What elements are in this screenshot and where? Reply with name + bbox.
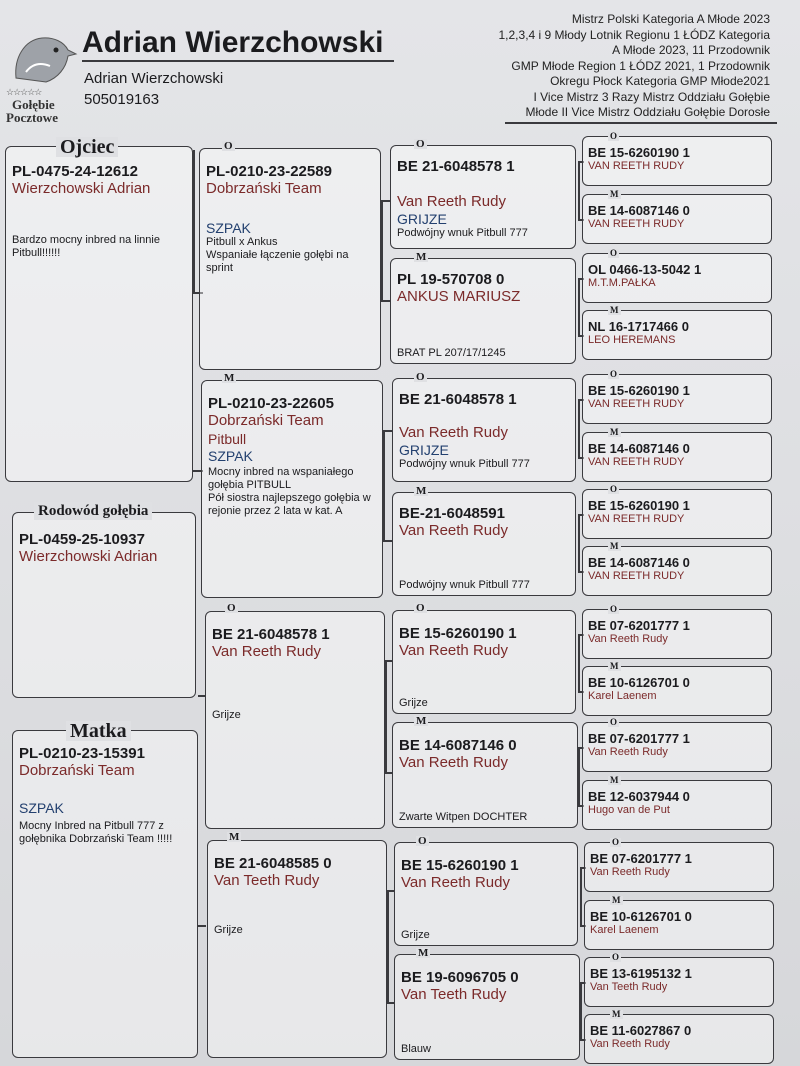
gen4-owner: Karel Laenem bbox=[590, 924, 659, 936]
pigeon-head-icon bbox=[6, 28, 78, 88]
gen2-ring: PL-0210-23-22605 bbox=[208, 395, 334, 412]
gen4-ring: BE 15-6260190 1 bbox=[588, 383, 690, 398]
gen4-ring: NL 16-1717466 0 bbox=[588, 319, 689, 334]
achievement-line: A Młode 2023, 11 Przodownik bbox=[612, 43, 770, 57]
gen3-ring: BE 19-6096705 0 bbox=[401, 969, 519, 986]
sex-tag: M bbox=[224, 372, 235, 384]
mother-color: SZPAK bbox=[19, 800, 64, 816]
gen2-owner: Van Reeth Rudy bbox=[212, 643, 321, 660]
gen2-card-4[interactable] bbox=[207, 840, 387, 1058]
gen3-owner: Van Teeth Rudy bbox=[401, 986, 507, 1003]
gen3-ring: BE-21-6048591 bbox=[399, 505, 505, 522]
mother-label: Matka bbox=[66, 721, 131, 741]
gen4-ring: BE 14-6087146 0 bbox=[588, 441, 690, 456]
gen3-ring: BE 14-6087146 0 bbox=[399, 737, 517, 754]
achievement-line: 1,2,3,4 i 9 Młody Lotnik Regionu 1 ŁÓDZ Kategoria bbox=[498, 27, 770, 42]
gen4-ring: BE 15-6260190 1 bbox=[588, 145, 690, 160]
gen3-ring: BE 15-6260190 1 bbox=[401, 857, 519, 874]
gen3-owner: Van Reeth Rudy bbox=[397, 193, 506, 210]
subject-owner: Wierzchowski Adrian bbox=[19, 548, 158, 565]
father-label: Ojciec bbox=[56, 137, 118, 157]
gen2-note: Mocny inbred na wspaniałego gołębia PITBULL Pół siostra najlepszego gołębia w rejonie przez 2 lata w kat. A bbox=[208, 466, 371, 517]
gen4-owner: VAN REETH RUDY bbox=[588, 398, 685, 410]
mother-ring: PL-0210-23-15391 bbox=[19, 745, 145, 762]
gen3-card-1[interactable] bbox=[390, 145, 576, 249]
gen2-note: Pitbull x Ankus Wspaniałe łączenie gołębi na sprint bbox=[206, 236, 349, 274]
gen3-owner: ANKUS MARIUSZ bbox=[397, 288, 521, 305]
gen4-card[interactable] bbox=[582, 136, 772, 186]
father-note: Bardzo mocny inbred na linnie Pitbull!!!!!! bbox=[12, 234, 160, 259]
logo-text-2: Pocztowe bbox=[6, 110, 58, 125]
father-ring: PL-0475-24-12612 bbox=[12, 163, 138, 180]
breeder-phone: 505019163 bbox=[84, 91, 160, 108]
gen4-card[interactable] bbox=[584, 842, 774, 892]
gen2-color: SZPAK bbox=[206, 220, 251, 236]
sex-tag: M bbox=[416, 485, 427, 497]
connector bbox=[580, 982, 582, 1039]
gen2-color: SZPAK bbox=[208, 448, 253, 464]
mother-owner: Dobrzański Team bbox=[19, 762, 135, 779]
mother-note: Mocny Inbred na Pitbull 777 z gołębnika Dobrzański Team !!!!! bbox=[19, 820, 173, 845]
gen2-owner: Dobrzański Team bbox=[208, 412, 324, 429]
logo-text-1: Gołębie bbox=[12, 97, 55, 112]
achievement-line: I Vice Mistrz 3 Razy Mistrz Oddziału Gołębie bbox=[533, 89, 770, 104]
sex-tag: O bbox=[610, 369, 618, 379]
title-underline bbox=[82, 60, 394, 62]
sex-tag: O bbox=[416, 602, 425, 614]
gen4-owner: Van Teeth Rudy bbox=[590, 981, 668, 993]
breeder-name: Adrian Wierzchowski bbox=[82, 26, 384, 59]
gen4-owner: VAN REETH RUDY bbox=[588, 456, 685, 468]
gen4-owner: VAN REETH RUDY bbox=[588, 160, 685, 172]
gen3-note: Podwójny wnuk Pitbull 777 bbox=[399, 579, 530, 591]
sex-tag: M bbox=[610, 541, 619, 551]
subject-label: Rodowód gołębia bbox=[34, 502, 152, 520]
father-card[interactable] bbox=[5, 146, 193, 482]
gen4-ring: BE 10-6126701 0 bbox=[588, 675, 690, 690]
gen3-note: Zwarte Witpen DOCHTER bbox=[399, 811, 528, 823]
gen3-card-2[interactable] bbox=[390, 258, 576, 364]
gen4-card[interactable] bbox=[582, 546, 772, 596]
gen3-note: Grijze bbox=[399, 697, 428, 709]
gen4-ring: BE 07-6201777 1 bbox=[588, 731, 690, 746]
gen2-ring: BE 21-6048578 1 bbox=[212, 626, 330, 643]
gen4-card[interactable] bbox=[582, 194, 772, 244]
connector bbox=[578, 278, 580, 335]
header-divider bbox=[505, 122, 777, 124]
gen4-ring: BE 10-6126701 0 bbox=[590, 909, 692, 924]
connector bbox=[198, 925, 206, 927]
mother-card[interactable] bbox=[12, 730, 198, 1058]
gen3-ring: BE 21-6048578 1 bbox=[397, 158, 515, 175]
gen4-card[interactable] bbox=[582, 780, 772, 830]
sex-tag: O bbox=[610, 717, 618, 727]
sex-tag: M bbox=[416, 715, 427, 727]
sex-tag: O bbox=[416, 371, 425, 383]
connector bbox=[385, 660, 387, 772]
connector bbox=[580, 867, 582, 925]
gen3-ring: PL 19-570708 0 bbox=[397, 271, 505, 288]
sex-tag: O bbox=[416, 138, 425, 150]
gen3-card-5[interactable] bbox=[392, 610, 576, 714]
gen4-owner: LEO HEREMANS bbox=[588, 334, 676, 346]
achievement-line: Okregu Płock Kategoria GMP Młode2021 bbox=[550, 74, 770, 88]
gen2-ring: PL-0210-23-22589 bbox=[206, 163, 332, 180]
sex-tag: O bbox=[224, 140, 233, 152]
gen4-ring: BE 11-6027867 0 bbox=[590, 1023, 692, 1038]
gen4-card[interactable] bbox=[582, 253, 772, 303]
connector bbox=[578, 399, 580, 457]
gen3-note: Podwójny wnuk Pitbull 777 bbox=[397, 227, 528, 239]
gen3-note: Grijze bbox=[401, 929, 430, 941]
subject-ring: PL-0459-25-10937 bbox=[19, 531, 145, 548]
gen2-card-3[interactable] bbox=[205, 611, 385, 829]
sex-tag: M bbox=[418, 947, 429, 959]
gen4-owner: Karel Laenem bbox=[588, 690, 657, 702]
sex-tag: M bbox=[229, 831, 240, 843]
gen4-card[interactable] bbox=[584, 900, 774, 950]
gen4-ring: BE 15-6260190 1 bbox=[588, 498, 690, 513]
gen4-owner: VAN REETH RUDY bbox=[588, 218, 685, 230]
connector bbox=[383, 430, 385, 540]
gen2-card-1[interactable] bbox=[199, 148, 381, 370]
sex-tag: O bbox=[610, 604, 618, 614]
gen3-color: GRIJZE bbox=[399, 442, 449, 458]
sex-tag: M bbox=[612, 895, 621, 905]
sex-tag: M bbox=[416, 251, 427, 263]
sex-tag: M bbox=[610, 661, 619, 671]
gen4-ring: OL 0466-13-5042 1 bbox=[588, 262, 702, 277]
gen2-name: Pitbull bbox=[208, 431, 247, 447]
gen2-owner: Dobrzański Team bbox=[206, 180, 322, 197]
sex-tag: O bbox=[418, 835, 427, 847]
sex-tag: O bbox=[610, 248, 618, 258]
gen4-owner: Van Reeth Rudy bbox=[588, 746, 668, 758]
gen4-owner: Van Reeth Rudy bbox=[590, 866, 670, 878]
achievement-line: GMP Młode Region 1 ŁÓDZ 2021, 1 Przodownik bbox=[511, 58, 770, 73]
gen4-card[interactable] bbox=[584, 957, 774, 1007]
gen4-ring: BE 13-6195132 1 bbox=[590, 966, 692, 981]
gen2-note: Grijze bbox=[214, 924, 243, 936]
gen4-owner: Hugo van de Put bbox=[588, 804, 670, 816]
gen3-card-6[interactable] bbox=[392, 722, 578, 828]
sex-tag: M bbox=[612, 1009, 621, 1019]
gen2-owner: Van Teeth Rudy bbox=[214, 872, 320, 889]
sex-tag: O bbox=[612, 952, 620, 962]
gen3-ring: BE 15-6260190 1 bbox=[399, 625, 517, 642]
connector bbox=[381, 200, 383, 300]
gen4-ring: BE 07-6201777 1 bbox=[588, 618, 690, 633]
gen2-card-2[interactable] bbox=[201, 380, 383, 598]
gen4-card[interactable] bbox=[582, 374, 772, 424]
connector bbox=[578, 514, 580, 571]
gen3-owner: Van Reeth Rudy bbox=[401, 874, 510, 891]
sex-tag: M bbox=[610, 775, 619, 785]
sex-tag: M bbox=[610, 305, 619, 315]
gen3-owner: Van Reeth Rudy bbox=[399, 424, 508, 441]
gen4-owner: Van Reeth Rudy bbox=[590, 1038, 670, 1050]
logo-stars-icon: ☆☆☆☆☆ bbox=[6, 87, 42, 97]
gen3-color: GRIJZE bbox=[397, 211, 447, 227]
gen3-owner: Van Reeth Rudy bbox=[399, 522, 508, 539]
gen3-card-8[interactable] bbox=[394, 954, 580, 1060]
gen3-owner: Van Reeth Rudy bbox=[399, 754, 508, 771]
gen4-ring: BE 07-6201777 1 bbox=[590, 851, 692, 866]
gen4-card[interactable] bbox=[582, 666, 772, 716]
gen4-card[interactable] bbox=[582, 432, 772, 482]
gen4-card[interactable] bbox=[582, 310, 772, 360]
gen4-card[interactable] bbox=[582, 722, 772, 772]
gen2-ring: BE 21-6048585 0 bbox=[214, 855, 332, 872]
sex-tag: O bbox=[227, 602, 236, 614]
sex-tag: O bbox=[610, 131, 618, 141]
gen3-card-7[interactable] bbox=[394, 842, 578, 946]
gen4-ring: BE 14-6087146 0 bbox=[588, 555, 690, 570]
gen3-card-3[interactable] bbox=[392, 378, 576, 482]
connector bbox=[578, 161, 580, 219]
achievement-line: Mistrz Polski Kategoria A Młode 2023 bbox=[571, 12, 770, 26]
father-owner: Wierzchowski Adrian bbox=[12, 180, 151, 197]
gen3-card-4[interactable] bbox=[392, 492, 576, 596]
gen3-owner: Van Reeth Rudy bbox=[399, 642, 508, 659]
gen3-note: Blauw bbox=[401, 1043, 431, 1055]
gen4-ring: BE 12-6037944 0 bbox=[588, 789, 690, 804]
sex-tag: M bbox=[610, 427, 619, 437]
gen4-card[interactable] bbox=[582, 489, 772, 539]
gen4-card[interactable] bbox=[584, 1014, 774, 1064]
gen4-ring: BE 14-6087146 0 bbox=[588, 203, 690, 218]
gen4-owner: VAN REETH RUDY bbox=[588, 570, 685, 582]
gen3-ring: BE 21-6048578 1 bbox=[399, 391, 517, 408]
logo bbox=[6, 28, 78, 126]
gen3-note: BRAT PL 207/17/1245 bbox=[397, 347, 506, 359]
achievement-line: Młode II Vice Mistrz Oddziału Gołębie Dorosłe bbox=[525, 105, 770, 119]
connector bbox=[387, 890, 389, 1002]
gen2-note: Grijze bbox=[212, 709, 241, 721]
connector bbox=[578, 634, 580, 691]
sex-tag: M bbox=[610, 189, 619, 199]
connector bbox=[578, 747, 580, 805]
achievements bbox=[499, 12, 771, 121]
gen3-note: Podwójny wnuk Pitbull 777 bbox=[399, 458, 530, 470]
breeder-owner: Adrian Wierzchowski bbox=[84, 70, 224, 87]
gen4-card[interactable] bbox=[582, 609, 772, 659]
gen4-owner: M.T.M.PAŁKA bbox=[588, 277, 656, 289]
gen4-owner: VAN REETH RUDY bbox=[588, 513, 685, 525]
gen4-owner: Van Reeth Rudy bbox=[588, 633, 668, 645]
subject-card[interactable] bbox=[12, 512, 196, 698]
sex-tag: O bbox=[610, 484, 618, 494]
sex-tag: O bbox=[612, 837, 620, 847]
connector bbox=[193, 150, 195, 292]
